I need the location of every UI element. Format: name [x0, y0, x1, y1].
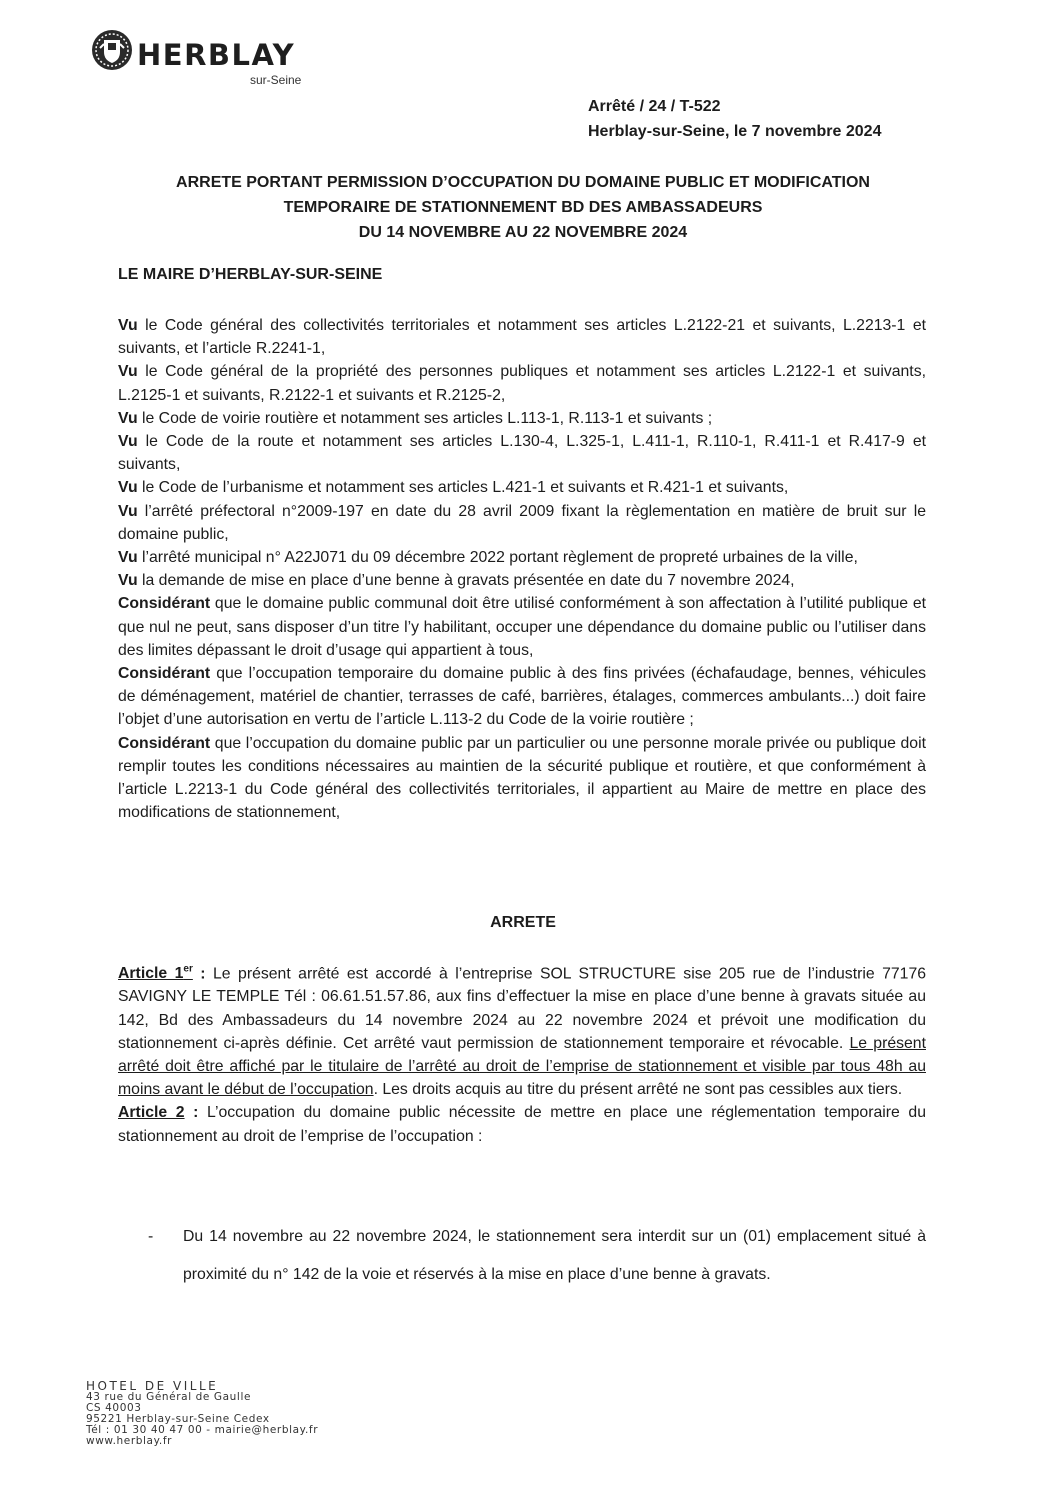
consideration-item: Vu le Code général de la propriété des personnes publiques et notamment ses articles L.2122-1 et suivants, L.2125-1 et suivants, R.2122-1 et suivants et R.2125-2,	[118, 363, 926, 404]
consideration-item: Vu le Code général des collectivités territoriales et notamment ses articles L.2122-21 et suivants, L.2213-1 et suivants, et l’article R.2241-1,	[118, 317, 926, 358]
mayor-heading: LE MAIRE D’HERBLAY-SUR-SEINE	[118, 266, 383, 283]
consideration-item: Considérant que l’occupation temporaire du domaine public à des fins privées (échafaudage, bennes, véhicules de déménagement, matériel de chantier, terrasses de café, barrières, étalages, commerces ambulants...) doit faire l’objet d’une autorisation en vertu de l’article L.113-2 du Code de la voirie routière ;	[118, 665, 926, 729]
logo-name: HERBLAY	[137, 38, 296, 72]
footer-cs: CS 40003	[86, 1402, 142, 1414]
logo-subtitle: sur-Seine	[250, 73, 302, 87]
arrete-heading: ARRETE	[490, 914, 556, 931]
article-2-label: Article 2	[118, 1104, 185, 1122]
footer-contact: Tél : 01 30 40 47 00 - mairie@herblay.fr	[86, 1424, 319, 1436]
consideration-item: Vu l’arrêté préfectoral n°2009-197 en date du 28 avril 2009 fixant la règlementation en matière de bruit sur le domaine public,	[118, 502, 926, 543]
parking-restriction-item	[148, 1218, 926, 1294]
title-line-2: TEMPORAIRE DE STATIONNEMENT BD DES AMBASSADEURS	[283, 199, 763, 216]
article-1-label: Article 1er	[118, 964, 193, 983]
footer-title: HOTEL DE VILLE	[86, 1379, 219, 1393]
footer-city: 95221 Herblay-sur-Seine Cedex	[86, 1413, 270, 1425]
footer-website: www.herblay.fr	[86, 1435, 173, 1447]
consideration-item: Considérant que l’occupation du domaine public par un particulier ou une personne morale privée ou publique doit remplir toutes les conditions nécessaires au maintien de la sécurité publique et routière, et que conformément à l’article L.2213-1 du Code général des collectivités territoriales, il appartient au Maire de mettre en place des modifications de stationnement,	[118, 734, 926, 822]
town-hall-footer	[86, 1381, 318, 1447]
article-2: Article 2 : L’occupation du domaine public nécessite de mettre en place une réglementation temporaire du stationnement au droit de l’emprise de l’occupation :	[118, 1104, 926, 1145]
consideration-item: Vu l’arrêté municipal n° A22J071 du 09 décembre 2022 portant règlement de propreté urbaines de la ville,	[118, 549, 858, 567]
article-1: Article 1er : Le présent arrêté est accordé à l’entreprise SOL STRUCTURE sise 205 rue de l’industrie 77176 SAVIGNY LE TEMPLE Tél : 06.61.51.57.86, aux fins d’effectuer la mise en place d’une benne à gravats située au 142, Bd des Ambassadeurs du 14 novembre 2024 au 22 novembre 2024 et prévoit une modification du stationnement ci-après définie. Cet arrêté vaut permission de stationnement temporaire et révocable. Le présent arrêté doit être affiché par le titulaire de l’arrêté au droit de l’emprise de stationnement et visible par tous 48h au moins avant le début de l’occupation. Les droits acquis au titre du présent arrêté ne sont pas cessibles aux tiers.	[118, 964, 927, 1099]
decree-reference	[588, 94, 881, 144]
city-crest-icon	[90, 28, 134, 72]
decree-number: Arrêté / 24 / T-522	[588, 98, 721, 115]
bullet-dash: -	[148, 1228, 154, 1245]
decree-place-date: Herblay-sur-Seine, le 7 novembre 2024	[588, 123, 882, 140]
decree-title	[120, 170, 926, 245]
city-logo	[90, 28, 330, 88]
consideration-item: Vu le Code de l’urbanisme et notamment ses articles L.421-1 et suivants et R.421-1 et suivants,	[118, 479, 789, 497]
consideration-item: Vu le Code de voirie routière et notamment ses articles L.113-1, R.113-1 et suivants ;	[118, 409, 713, 427]
display-requirement: Le présent arrêté doit être affiché par le titulaire de l’arrêté au droit de l’emprise de stationnement et visible par tous 48h au moins avant le début de l’occupation	[118, 1034, 926, 1099]
consideration-item: Considérant que le domaine public communal doit être utilisé conformément à son affectation à l’utilité publique et que nul ne peut, sans disposer d’un titre l’y habilitant, occuper une dépendance du domaine public ou l’utiliser dans des limites dépassant le droit d’usage qui appartient à tous,	[118, 595, 926, 659]
title-line-3: DU 14 NOVEMBRE AU 22 NOVEMBRE 2024	[358, 224, 688, 241]
consideration-item: Vu la demande de mise en place d’une benne à gravats présentée en date du 7 novembre 2024,	[118, 572, 795, 590]
articles	[118, 958, 926, 1148]
title-line-1: ARRETE PORTANT PERMISSION D’OCCUPATION DU DOMAINE PUBLIC ET MODIFICATION	[176, 174, 870, 191]
footer-address: 43 rue du Général de Gaulle	[86, 1391, 252, 1403]
bullet-text: Du 14 novembre au 22 novembre 2024, le stationnement sera interdit sur un (01) emplacement situé à proximité du n° 142 de la voie et réservés à la mise en place d’une benne à gravats.	[183, 1228, 926, 1283]
considerations	[118, 314, 926, 824]
consideration-item: Vu le Code de la route et notamment ses articles L.130-4, L.325-1, L.411-1, R.110-1, R.411-1 et R.417-9 et suivants,	[118, 433, 926, 474]
